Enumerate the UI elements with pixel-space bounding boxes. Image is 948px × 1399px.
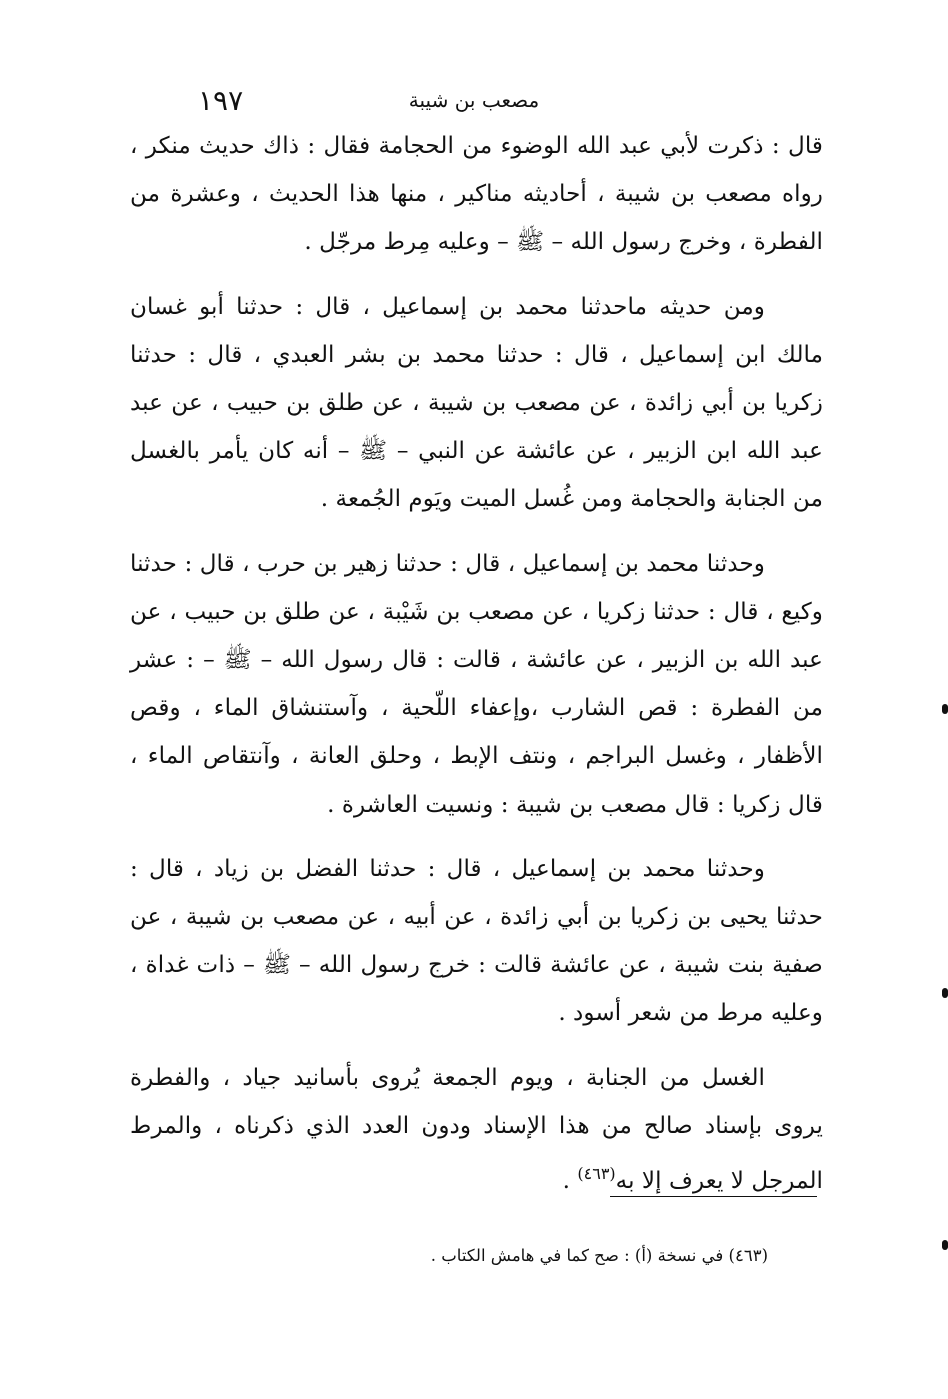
footnote-reference[interactable]: (٤٦٣) [577, 1164, 616, 1184]
footnote: (٤٦٣) في نسخة (أ) : صح كما في هامش الكتاب . [430, 1246, 768, 1265]
paragraph: وحدثنا محمد بن إسماعيل ، قال : حدثنا الفضل بن زياد ، قال : حدثنا يحيى بن زكريا بن أبي زائدة ، عن أبيه ، عن مصعب بن شيبة ، عن صفية بنت شيبة ، عن عائشة قالت : خرج رسول الله – ﷺ – ذات غداة ، وعليه مرط من شعر أسود . [130, 854, 823, 1027]
paragraph [130, 1054, 823, 1206]
running-title: مصعب بن شيبة [408, 88, 540, 112]
paragraph-text: الغسل من الجنابة ، ويوم الجمعة يُروى بأسانيد جياد ، والفطرة يروى بإسناد صالح من هذا الإسناد ودون العدد الذي ذكرناه ، والمرط المرجل لا يعرف إلا به [130, 1063, 823, 1195]
body-text [130, 122, 823, 1221]
scan-mark [942, 988, 948, 998]
scan-mark [942, 704, 948, 714]
page-number: ١٩٧ [198, 84, 244, 117]
footnote-divider [610, 1196, 817, 1197]
paragraph-end: . [562, 1167, 578, 1195]
paragraph: ومن حديثه ماحدثنا محمد بن إسماعيل ، قال : حدثنا أبو غسان مالك ابن إسماعيل ، قال : حدثنا محمد بن بشر العبدي ، قال : حدثنا زكريا بن أبي زائدة ، عن مصعب بن شيبة ، عن طلق بن حبيب ، عن عبد عبد الله ابن الزبير ، عن عائشة عن النبي – ﷺ – أنه كان يأمر بالغسل من الجنابة والحجامة ومن غُسل الميت ويَوم الجُمعة . [130, 292, 823, 513]
page-header [130, 84, 818, 118]
paragraph: قال : ذكرت لأبي عبد الله الوضوء من الحجامة فقال : ذاك حديث منكر ، رواه مصعب بن شيبة ، أحاديثه مناكير ، منها هذا الحديث ، وعشرة من الفطرة ، وخرج رسول الله – ﷺ – وعليه مِرط مرجّل . [130, 132, 823, 256]
scan-mark [942, 1240, 948, 1250]
paragraph: وحدثنا محمد بن إسماعيل ، قال : حدثنا زهير بن حرب ، قال : حدثنا وكيع ، قال : حدثنا زكريا ، عن مصعب بن شَيْبة ، عن طلق بن حبيب ، عن عبد الله بن الزبير ، عن عائشة ، قالت : قال رسول الله – ﷺ – : عشر من الفطرة : قص الشارب ،وإعفاء اللّحية ، وآستنشاق الماء ، وقص الأظفار ، وغسل البراجم ، ونتف الإبط ، وحلق العانة ، وآنتقاص الماء ، قال زكريا : قال مصعب بن شيبة : ونسيت العاشرة . [130, 549, 823, 818]
